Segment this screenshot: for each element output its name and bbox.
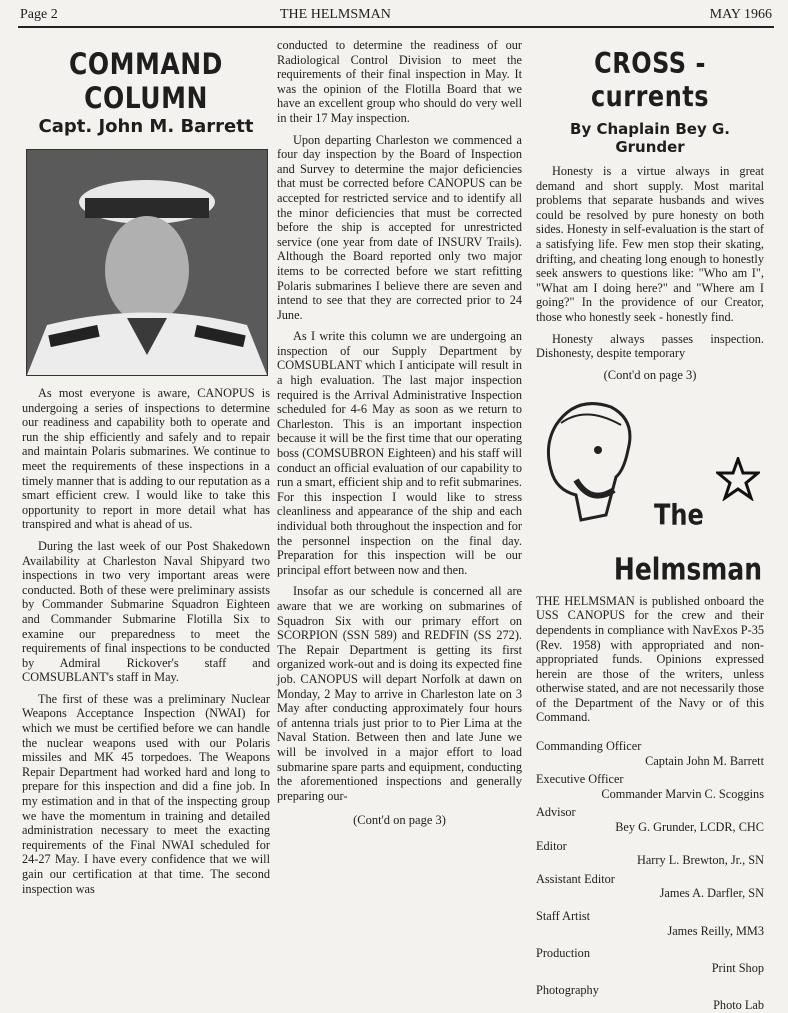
paragraph: Honesty always passes inspection. Dishonesty, despite temporary	[536, 331, 764, 361]
command-column-continued	[277, 38, 522, 828]
staff-role: Photography	[536, 983, 599, 998]
command-column	[22, 46, 270, 903]
staff-role: Assistant Editor	[536, 871, 615, 886]
staff-name: Harry L. Brewton, Jr., SN	[636, 853, 764, 868]
staff-role: Production	[536, 946, 590, 961]
command-column-title: COMMAND COLUMN	[69, 46, 223, 116]
staff-role: Commanding Officer	[536, 739, 642, 754]
command-column-byline: Capt. John M. Barrett	[38, 116, 254, 137]
continued-note: (Cont'd on page 3)	[603, 367, 697, 382]
masthead-emblem	[536, 395, 764, 590]
cross-currents-column	[536, 46, 764, 1013]
continued-note: (Cont'd on page 3)	[353, 813, 446, 828]
paragraph: The first of these was a preliminary Nuclear Weapons Acceptance Inspection (NWAI) for which we must be certified before we can handle the nuclear weapons used with our Polaris missiles and MK 45 torpedoes. The Weapons Repair Department had worked hard and long to prepare for this inspection and did a fine job. In my estimation and in that of the inspecting group we have the momentum in training and detailed administration necessary to meet the exacting requirements of the Final NWAI scheduled for 24-27 May. I have every confidence that we will gain our certification at that time. The second inspection was	[22, 691, 270, 896]
staff-role: Advisor	[536, 805, 576, 820]
portrait-photo	[26, 149, 268, 376]
masthead-statement: THE HELMSMAN is published onboard the USS CANOPUS for the crew and their dependents in compliance with NavExos P-35 (Rev. 1958) with appropriated and non-appropriated funds. Opinions expressed herein are those of the writers, unless otherwise stated, and are not necessarily those of the Department of the Navy or of this Command.	[536, 593, 764, 725]
staff-name: Photo Lab	[713, 997, 764, 1012]
paragraph: Insofar as our schedule is concerned all are aware that we are working on submarines of Squadron Six with our primary effort on SCORPION (SSN 589) and REDFIN (SS 272). The Repair Department is getting its first organized work-out and is doing its expected fine job. CANOPUS will depart Norfolk at dawn on Monday, 2 May to arrive in Charleston late on 3 May after conducting approximately four hours of antenna trials just prior to to Pier Lima at the Naval Station. Between then and late June we will be involved in a major effort to load submarine spare parts and equipment, conducting the aforementioned inspections and generally preparing our-	[277, 584, 522, 803]
cross-currents-byline: By Chaplain Bey G. Grunder	[570, 120, 730, 156]
cross-currents-title: CROSS - currents	[590, 46, 710, 114]
paragraph: Upon departing Charleston we commenced a four day inspection by the Board of Inspection and Survey to determine the major deficiencies that must be corrected before CANOPUS can be accepted for restricted service and to identify all the minor deficiencies that must be corrected before the ship is accepted for unrestricted service (one year from date of INSURV Trails). Although the Board reported only two major items to be corrected before we start refitting Polaris submarines I believe there are seven and intend to see that they are corrected prior to 24 June.	[277, 132, 522, 322]
paragraph: During the last week of our Post Shakedown Availability at Charleston Naval Shipyard two inspections in two very important areas were conducted. Both of these were preliminary assists by Commander Submarine Squadron Eighteen and Commander Submarine Flotilla Six to examine our preparedness to meet the requirements of final inspections to be conducted by Admiral Rickover's staff and COMSUBLANT's staff in May.	[22, 538, 270, 685]
paragraph: As most everyone is aware, CANOPUS is undergoing a series of inspections to determine our readiness and capability both to operate and run the ship efficiently and safely and to repair and maintain Polaris submarines. We continue to meet the requirements of these inspections in a timely manner that is adding to our reputation as a smart efficient crew. I would like to take this opportunity to report in more detail what has transpired and what is ahead of us.	[22, 386, 270, 532]
logo-word-helmsman: Helmsman	[613, 551, 762, 587]
helmsman-head-icon	[536, 395, 646, 525]
staff-role: Editor	[536, 838, 567, 853]
star-icon	[716, 457, 760, 501]
logo-word-the: The	[654, 497, 704, 532]
page-header	[18, 4, 774, 28]
staff-list	[536, 739, 764, 1013]
staff-role: Staff Artist	[536, 909, 591, 923]
command-column-body	[22, 386, 270, 896]
staff-name: Captain John M. Barrett	[645, 753, 764, 768]
paragraph: Honesty is a virtue always in great demand and short supply. Most marital problems that separate husbands and wives could be resolved by pure honesty on both sides. Honesty in self-evaluation is the start of a satisfying life. Few men stop their skating, drifting, and cheating long enough to honestly seek answers to questions like: "Who am I", "What am I doing here?" and "Where am I going?" In the providence of our Creator, those who honestly seek - honestly find.	[536, 164, 764, 324]
staff-name: James A. Darfler, SN	[659, 886, 764, 901]
staff-role: Executive Officer	[536, 772, 624, 787]
issue-date: MAY 1966	[709, 7, 772, 22]
cross-currents-body	[536, 164, 764, 361]
staff-name: Commander Marvin C. Scoggins	[601, 786, 764, 801]
paragraph: conducted to determine the readiness of our Radiological Control Division to meet the requirements of their final inspection in May. It was the opinion of the Flotilla Board that we have an excellent group who should do very well in their 17 May inspection.	[277, 38, 522, 125]
staff-name: Print Shop	[711, 960, 764, 975]
staff-name: James Reilly, MM3	[667, 923, 764, 938]
paragraph: As I write this column we are undergoing an inspection of our Supply Department by COMSUBLANT which I anticipate will result in a high evaluation. The last major inspection required is the Arrival Administrative Inspection scheduled for 4-6 May as soon as we return to Charleston. This is an important inspection because it will be the first time that our operating boss (COMSUBRON Eighteen) and his staff will conduct an official evaluation of our capability to run a smart, efficient ship and to refit submarines. For this inspection I would like to stress cleanliness and appearance of the ship and each individual both throughout the inspection and for the personnel inspection on the final day. Preparation for this inspection will be our principal effort between now and then.	[277, 329, 522, 577]
staff-name: Bey G. Grunder, LCDR, CHC	[615, 820, 764, 835]
page-number: Page 2	[20, 7, 58, 22]
newspaper-title: THE HELMSMAN	[280, 7, 391, 22]
